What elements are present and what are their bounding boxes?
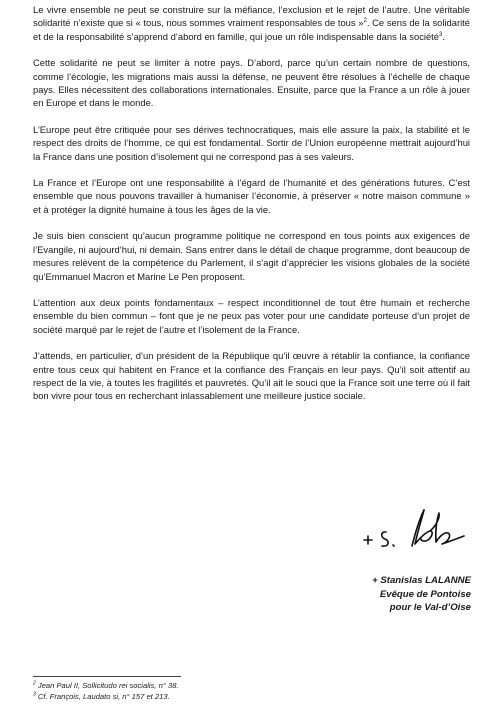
paragraph-7: J’attends, en particulier, d’un président de la République qu’il œuvre à rétablir la confiance, la confiance entre tous ceux qui habitent en France et la confiance des Français en leur pays. Qu’il soit attentif au respect de la vie, à toutes les fragilités et pauvretés. Qu’il ait le souci que la France soit une terre où il fait bon vivre pour tous en recherchant inlassablement une meilleure justice sociale. xyxy=(33,350,470,402)
footnote-divider xyxy=(33,676,181,677)
footnote-text: Cf. François, Laudato si, n° 157 et 213. xyxy=(35,691,170,701)
paragraph-1 xyxy=(33,3,470,43)
footnote-3 xyxy=(33,692,179,703)
paragraph-2: Cette solidarité ne peut se limiter à notre pays. D’abord, parce qu’un certain nombre de questions, comme l’écologie, les migrations mais aussi la défense, ne peuvent être résolues à l’échelle de chaque pays. Elles nécessitent des collaborations internationales. Ensuite, parce que la France a un rôle à jouer en Europe et dans le monde. xyxy=(33,57,470,109)
paragraph-1-text-c: . xyxy=(442,30,445,42)
paragraph-1-text-b: . Ce sens de la solidarité et de la responsabilité s’apprend d’abord en famille, qui joue un rôle indispensable dans la société xyxy=(33,17,470,42)
footnote-ref-3: 3 xyxy=(439,31,443,38)
footnote-text: Jean Paul II, Sollicitudo rei socialis, n° 38. xyxy=(35,681,179,690)
paragraph-6: L’attention aux deux points fondamentaux – respect inconditionnel de tout être humain et recherche ensemble du bien commun – font que je ne peux pas voter pour une candidate porteuse d’un projet de société marqué par le rejet de l’autre et l’isolement de la France. xyxy=(33,296,470,335)
footnote-number: 3 xyxy=(33,691,36,698)
signatory-diocese: pour le Val-d’Oise xyxy=(389,602,471,614)
paragraph-5: Je suis bien conscient qu’aucun programme politique ne correspond en tous points aux exigences de l’Evangile, ni aujourd’hui, ni demain. Sans entrer dans le détail de chaque programme, dont beaucoup de mesures relèvent de la compétence du Parlement, il s’agit d’apprécier les visions globales de la société qu’Emmanuel Macron et Marine Le Pen proposent. xyxy=(33,230,470,282)
paragraph-1-text-a: Le vivre ensemble ne peut se construire sur la méfiance, l’exclusion et le rejet de l’autre. Une véritable solidarité n’existe que si « tous, nous sommes vraiment responsables de tous » xyxy=(33,4,470,29)
footnotes xyxy=(33,681,179,703)
handwritten-signature xyxy=(360,504,470,560)
footnote-number: 2 xyxy=(33,680,36,687)
signatory-name: + Stanislas LALANNE xyxy=(372,575,471,586)
footnote-2 xyxy=(33,681,179,692)
signatory-title: Evêque de Pontoise xyxy=(379,588,471,600)
signature-block xyxy=(372,574,471,615)
paragraph-4: La France et l’Europe ont une responsabilité à l’égard de l’humanité et des générations futures. C’est ensemble que nous pouvons travailler à humaniser l’économie, à préserver « notre maison commune » et à protéger la dignité humaine à tous les âges de la vie. xyxy=(33,177,470,215)
paragraph-3: L’Europe peut être critiquée pour ses dérives technocratiques, mais elle assure la paix, la stabilité et le respect des droits de l’homme, ce qui est fondamental. Sortir de l’Union européenne mettrait aujourd’hui la France dans une position d’isolement qui ne correspond pas à ses valeurs. xyxy=(33,123,470,162)
footnote-ref-2: 2 xyxy=(363,18,367,25)
letter-body xyxy=(33,3,470,416)
